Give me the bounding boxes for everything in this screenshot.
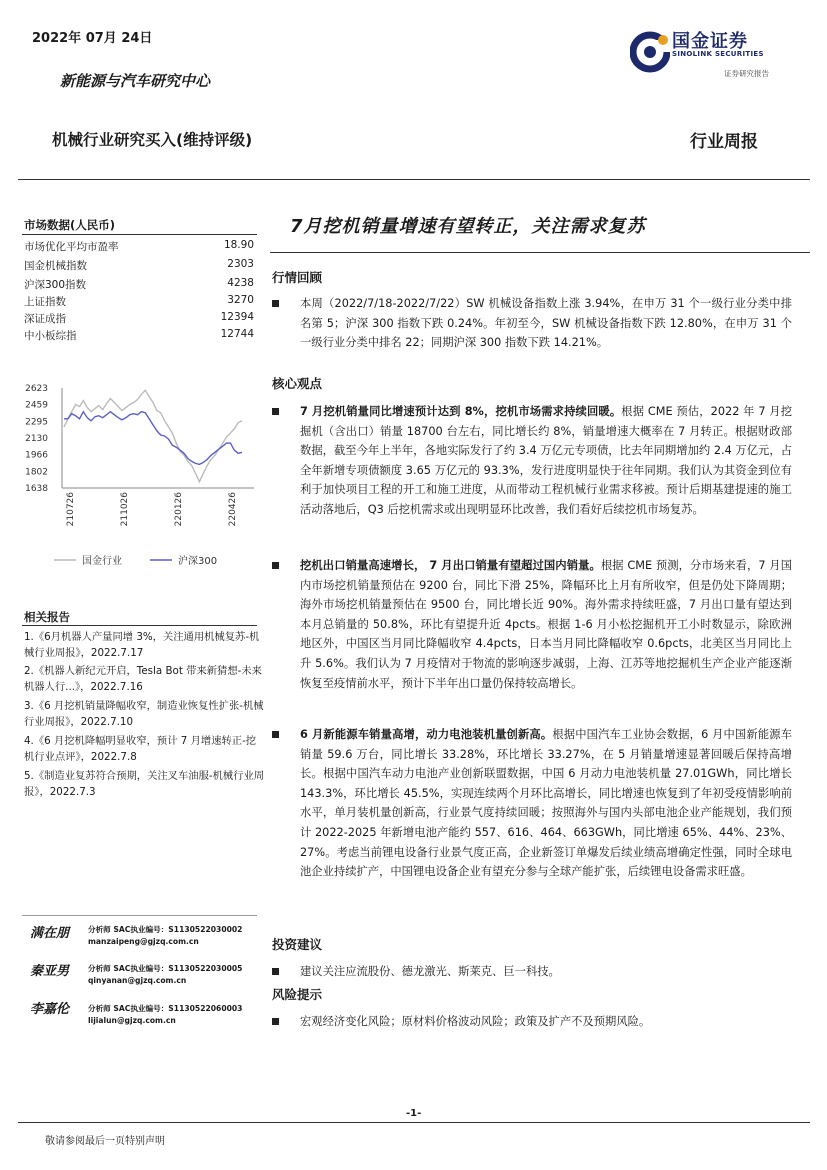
market-label: 上证指数 [24,296,66,308]
legend-label: 沪深300 [178,556,218,567]
section-invest-heading: 投资建议 [272,937,323,952]
y-tick-label: 2295 [25,417,48,428]
market-label: 中小板综指 [24,330,77,342]
market-label: 市场优化平均市盈率 [24,241,119,253]
y-tick-label: 1802 [25,467,48,478]
core-point-lead: 挖机出口销量高速增长， 7 月出口销量有望超过国内销量。 [300,559,601,572]
y-tick-label: 2459 [25,400,48,411]
x-tick-label: 220426 [228,492,238,527]
index-chart [18,378,260,573]
analyst-name: 秦亚男 [30,964,70,979]
market-row [24,294,254,309]
market-row [24,328,254,343]
analyst-info [88,963,242,987]
analyst-email[interactable]: qinyanan@gjzq.com.cn [88,976,187,985]
page-number: -1- [406,1108,422,1119]
related-report-item[interactable]: 4.《6 月挖机降幅明显收窄，预计 7 月增速转正-挖机行业点评》，2022.7.8 [24,735,257,763]
review-paragraph [272,294,792,353]
market-row [24,311,254,326]
market-value: 4238 [227,277,254,289]
analyst-license: 分析师 SAC执业编号：S1130522030002 [88,925,243,934]
series-line-1 [64,412,242,465]
analyst-license: 分析师 SAC执业编号：S1130522060003 [88,1004,243,1013]
section-risk-heading: 风险提示 [272,987,323,1002]
y-tick-label: 1966 [25,450,48,461]
review-text: 本周（2022/7/18-2022/7/22）SW 机械设备指数上涨 3.94%，在申万 31 个一级行业分类中排名第 5；沪深 300 指数下跌 0.24%。年初至今，SW 机械设备指数下跌 12.80%，在申万 31 个一级行业分类中排名 22；同期沪深 300 指数下跌 14.21%。 [300,297,792,350]
market-value: 12744 [220,328,254,340]
index-chart-svg [18,378,260,573]
y-tick-label: 1638 [25,484,48,494]
series-line-0 [64,390,242,481]
market-divider [22,234,257,235]
title-divider [270,252,810,253]
analyst-email[interactable]: manzaipeng@gjzq.com.cn [88,937,199,946]
market-value: 3270 [227,294,254,306]
logo-cn-text: 国金证券 [672,31,748,52]
doc-type: 行业周报 [690,132,758,152]
report-category: 证券研究报告 [724,69,769,78]
bullet-square-icon [272,300,279,307]
related-report-item[interactable]: 3.《6 月挖机销量降幅收窄，制造业恢复性扩张-机械行业周报》，2022.7.10 [24,700,264,728]
market-value: 18.90 [223,239,254,251]
section-core-heading: 核心观点 [272,376,323,391]
market-row [24,239,254,254]
core-point-lead: 7 月挖机销量同比增速预计达到 8%，挖机市场需求持续回暖。 [300,405,622,418]
bullet-square-icon [272,408,279,415]
bullet-square-icon [272,968,279,975]
legend-label: 国金行业 [82,556,122,567]
footer-divider [18,1122,810,1123]
related-divider [22,625,257,626]
logo-mark-icon [630,30,670,74]
analyst-email[interactable]: lijialun@gjzq.com.cn [88,1016,176,1025]
core-point-text: 根据 CME 预测，分市场来看，7 月国内市场挖机销量预估在 9200 台，同比下滑 25%，降幅环比上月有所收窄，但是仍处下降周期；海外市场挖机销量预估在 9500 台，同比增长近 90%。海外需求持续旺盛，7 月出口量有望达到本月总销量的 50.8%，环比有望提升近 4pcts。根据 1-6 月小松挖掘机开工小时数显示，除欧洲地区外，中国区当月同比降幅收窄 4.4pcts，日本当月同比降幅收窄 0.6pcts，北美区当月同比上升 5.6%。我们认为 7 月疫情对于物流的影响逐步减弱，上海、江苏等地挖掘机生产企业产能逐渐恢复至疫情前水平，预计下半年出口量仍保持较高增长。 [300,559,793,690]
market-label: 沪深300指数 [24,279,87,291]
risk-paragraph [272,1012,792,1032]
bullet-square-icon [272,1018,279,1025]
market-label: 国金机械指数 [24,260,87,272]
market-label: 深证成指 [24,313,66,325]
market-value: 2303 [227,258,254,270]
sinolink-logo [630,26,800,78]
analysts-divider [22,915,257,916]
analyst-license: 分析师 SAC执业编号：S1130522030005 [88,964,243,973]
related-report-item[interactable]: 2.《机器人新纪元开启，Tesla Bot 带来新猜想-未来机器人行...》，2022.7.16 [24,665,262,693]
core-point [272,725,792,882]
report-date: 2022年 07月 24日 [32,31,153,46]
analyst-name: 李嘉伦 [30,1002,70,1017]
related-report-item[interactable]: 5.《制造业复苏符合预期，关注叉车油服-机械行业周报》，2022.7.3 [24,770,265,798]
footer-disclaimer[interactable]: 敬请参阅最后一页特别声明 [45,1136,165,1147]
core-point-text: 根据 CME 预估，2022 年 7 月挖掘机（含出口）销量 18700 台左右，同比增长约 8%，销量增速大概率在 7 月转正。根据财政部数据，截至今年上半年，各地实际发行了约 3.4 万亿元专项债，比去年同期增加约 2.4 万亿元，占全年新增专项债额度 3.65 万亿元的 93.3%，发行进度明显快于往年同期。我们认为其资金到位有利于加快项目工程的开工和施工进度，从而带动工程机械行业需求移被。预计后期基建提速的施工活动落地后，Q3 后挖机需求或出现明显环比改善，我们看好后续挖机市场复苏。 [300,405,792,516]
x-tick-label: 220126 [174,492,184,527]
market-row [24,277,254,292]
market-data-title: 市场数据(人民币) [24,218,116,232]
y-tick-label: 2623 [25,384,48,394]
x-tick-label: 210726 [66,492,76,527]
bullet-square-icon [272,562,279,569]
analyst-name: 满在朋 [30,926,70,941]
invest-paragraph [272,962,792,982]
analyst-info [88,924,242,948]
core-point-text: 根据中国汽车工业协会数据，6 月中国新能源车销量 59.6 万台，同比增长 33.28%，环比增长 33.27%，在 5 月销量增速显著回暖后保持高增长。根据中国汽车动力电池产业创新联盟数据，中国 6 月动力电池装机量 27.01GWh，同比增长 143.3%，环比增长 45.5%，实现连续两个月环比高增长，同比增速也恢复到了年初受疫情影响前水平，单月装机量创新高，行业景气度持续回暖；按照海外与国内头部电池企业产能规划，我们预计 2022-2025 年新增电池产能约 557、616、464、663GWh，同比增速 65%、44%、23%、27%。考虑当前锂电设备行业景气度正高，企业新签订单爆发后续业绩高增确定性强，同时全球电池企业持续扩产，中国锂电设备企业有望充分参与全球产能扩张，后续锂电设备需求旺盛。 [300,728,793,879]
bullet-square-icon [272,731,279,738]
logo-en-text: SINOLINK SECURITIES [672,50,764,58]
analyst-info [88,1003,242,1027]
header-divider [18,179,810,180]
y-tick-label: 2130 [25,434,48,445]
report-title: 7月挖机销量增速有望转正，关注需求复苏 [290,216,646,237]
core-point [272,556,792,693]
risk-text: 宏观经济变化风险；原材料价格波动风险；政策及扩产不及预期风险。 [300,1015,651,1028]
core-point [272,402,792,520]
market-value: 12394 [220,311,254,323]
research-center: 新能源与汽车研究中心 [60,72,211,90]
invest-text: 建议关注应流股份、德龙激光、斯莱克、巨一科技。 [300,965,560,978]
related-report-item[interactable]: 1.《6月机器人产量同增 3%，关注通用机械复苏-机械行业周报》，2022.7.17 [24,631,260,659]
x-tick-label: 211026 [120,492,130,527]
rating-line: 机械行业研究买入(维持评级) [52,131,253,149]
section-review-heading: 行情回顾 [272,270,323,285]
related-reports-title: 相关报告 [24,610,70,624]
market-row [24,258,254,273]
core-point-lead: 6 月新能源车销量高增，动力电池装机量创新高。 [300,728,553,741]
